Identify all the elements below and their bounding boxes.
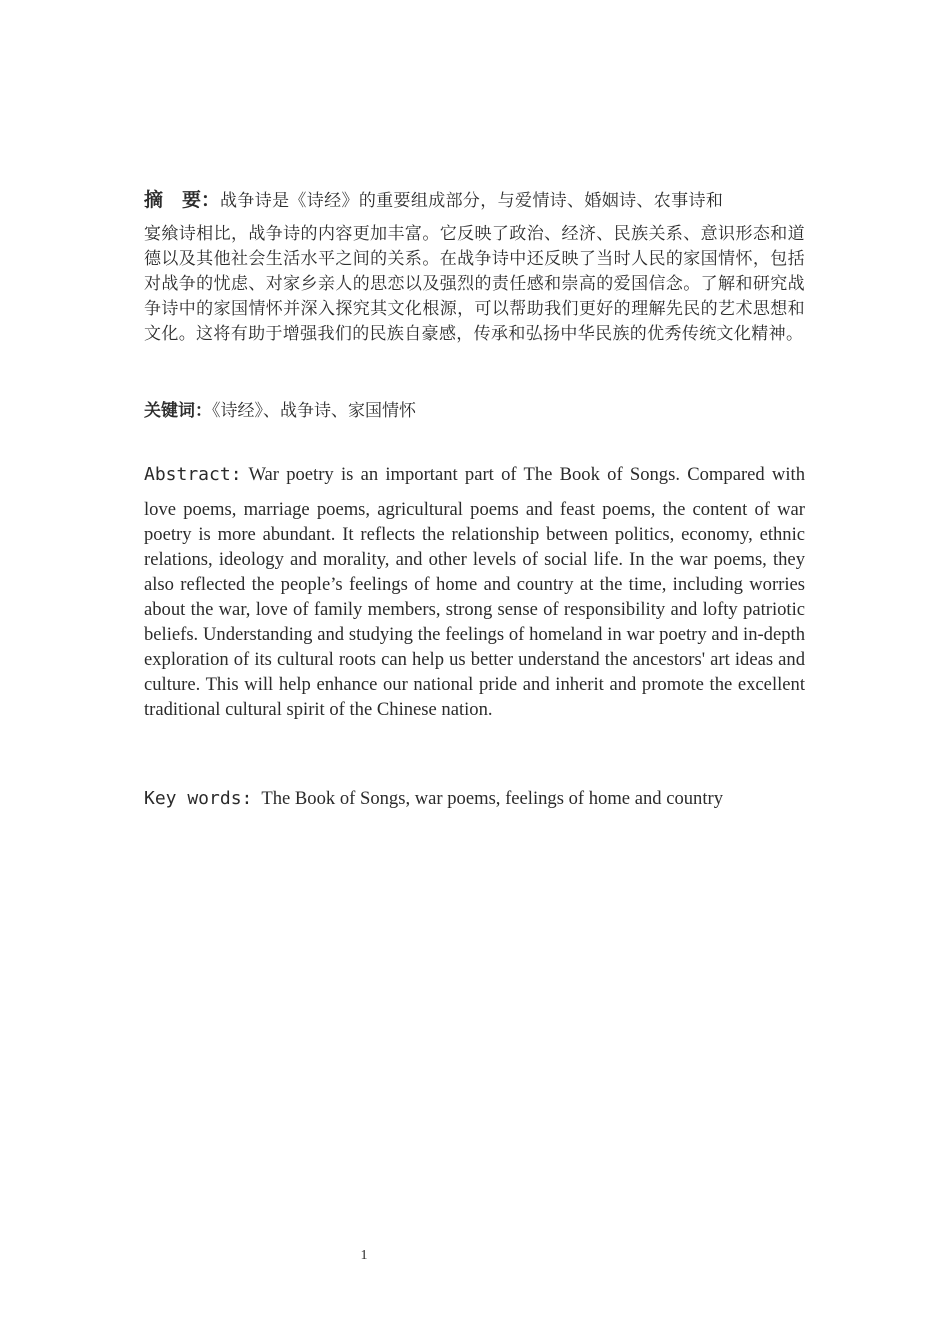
english-keywords-label: Key words: bbox=[144, 788, 253, 809]
chinese-abstract-body: 宴飨诗相比，战争诗的内容更加丰富。它反映了政治、经济、民族关系、意识形态和道德以及其他社会生活水平之间的关系。在战争诗中还反映了当时人民的家国情怀，包括对战争的忧虑、对家乡亲人的思恋以及强烈的责任感和崇高的爱国信念。了解和研究战争诗中的家国情怀并深入探究其文化根源，可以帮助我们更好的理解先民的艺术思想和文化。这将有助于增强我们的民族自豪感，传承和弘扬中华民族的优秀传统文化精神。 bbox=[144, 224, 805, 344]
chinese-abstract-label: 摘 要： bbox=[144, 189, 221, 211]
chinese-keywords-label: 关键词： bbox=[144, 401, 212, 421]
chinese-abstract-first-line bbox=[144, 188, 805, 214]
chinese-abstract-first-line-text: 战争诗是《诗经》的重要组成部分，与爱情诗、婚姻诗、农事诗和 bbox=[220, 191, 724, 211]
page-number: 1 bbox=[360, 1248, 368, 1263]
english-abstract-first-line-text: War poetry is an important part of The Book of Songs. Compared with bbox=[248, 464, 805, 485]
english-abstract bbox=[144, 462, 805, 722]
chinese-keywords bbox=[144, 399, 805, 424]
english-abstract-body: love poems, marriage poems, agricultural poems and feast poems, the content of war poetry is more abundant. It reflects the relationship between politics, economy, ethnic relations, ideology and morality, and other levels of social life. In the war poems, they also reflected the people’s feelings of home and country at the time, including worries about the war, love of family members, strong sense of responsibility and lofty patriotic beliefs. Understanding and studying the feelings of homeland in war poetry and in-depth exploration of its cultural roots can help us better understand the ancestors' art ideas and culture. This will help enhance our national pride and inherit and promote the excellent traditional cultural spirit of the Chinese nation. bbox=[144, 499, 805, 720]
chinese-abstract bbox=[144, 188, 805, 347]
english-abstract-label: Abstract: bbox=[144, 464, 242, 485]
chinese-keywords-value: 《诗经》、战争诗、家国情怀 bbox=[212, 401, 416, 421]
english-keywords bbox=[144, 786, 805, 811]
english-abstract-first-line bbox=[144, 462, 805, 487]
english-keywords-value: The Book of Songs, war poems, feelings of home and country bbox=[261, 788, 724, 809]
